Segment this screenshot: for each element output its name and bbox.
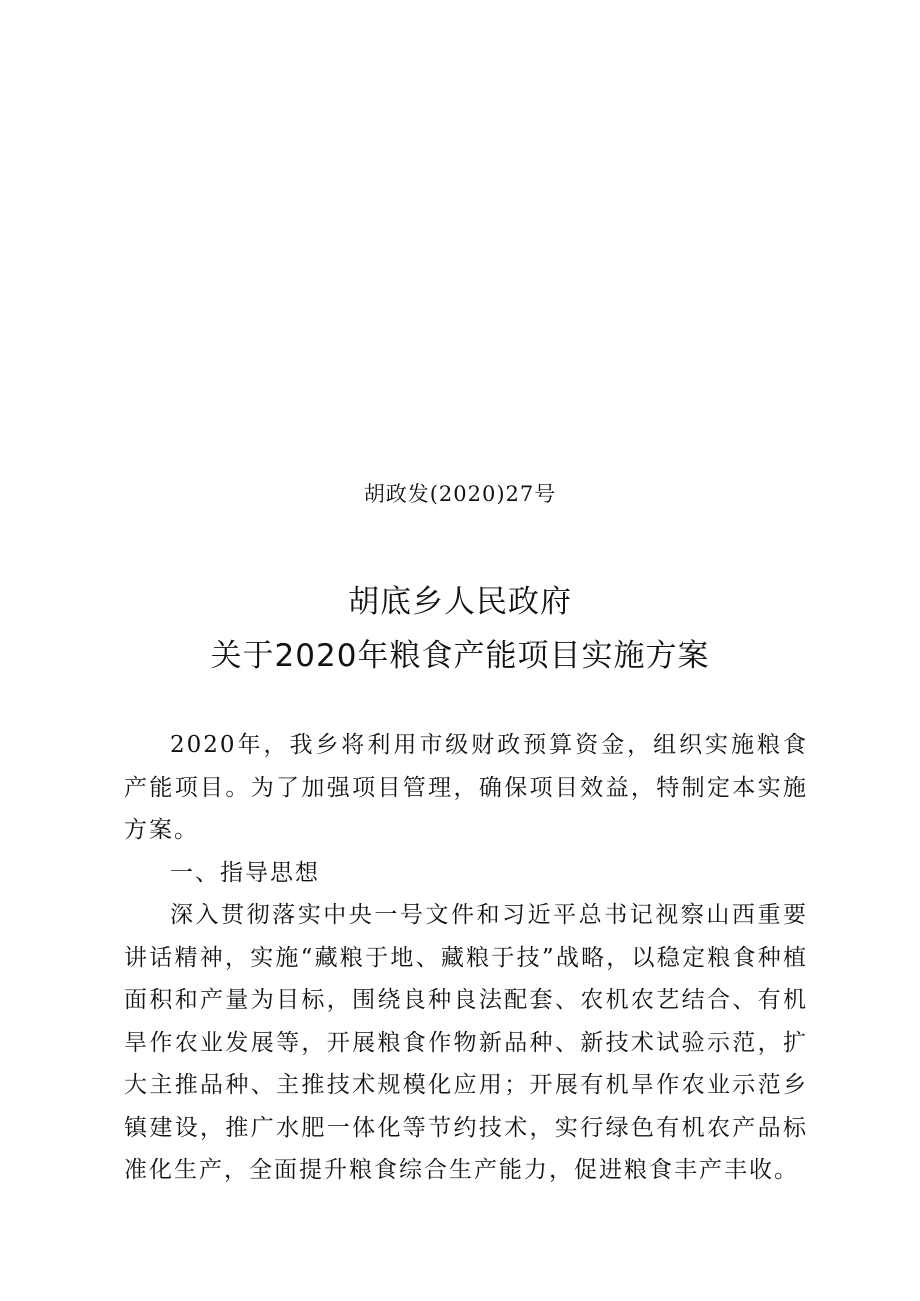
document-title-line-1: 胡底乡人民政府 — [348, 584, 572, 620]
document-number: 胡政发(2020)27号 — [363, 482, 557, 506]
document-title-line-2: 关于2020年粮食产能项目实施方案 — [210, 638, 710, 674]
section-heading-guiding-ideology: 一、指导思想 — [170, 859, 320, 886]
guiding-ideology-paragraph: 深入贯彻落实中央一号文件和习近平总书记视察山西重要讲话精神，实施“藏粮于地、藏粮于技”战略，以稳定粮食种植面积和产量为目标，围绕良种良法配套、农机农艺结合、有机旱作农业发展等，开展粮食作物新品种、新技术试验示范，扩大主推品种、主推技术规模化应用；开展有机旱作农业示范乡镇建设，推广水肥一体化等节约技术，实行绿色有机农产品标准化生产，全面提升粮食综合生产能力，促进粮食丰产丰收。 — [124, 902, 808, 1183]
intro-paragraph: 2020年，我乡将利用市级财政预算资金，组织实施粮食产能项目。为了加强项目管理，确保项目效益，特制定本实施方案。 — [124, 732, 808, 843]
document-body — [124, 724, 808, 1192]
